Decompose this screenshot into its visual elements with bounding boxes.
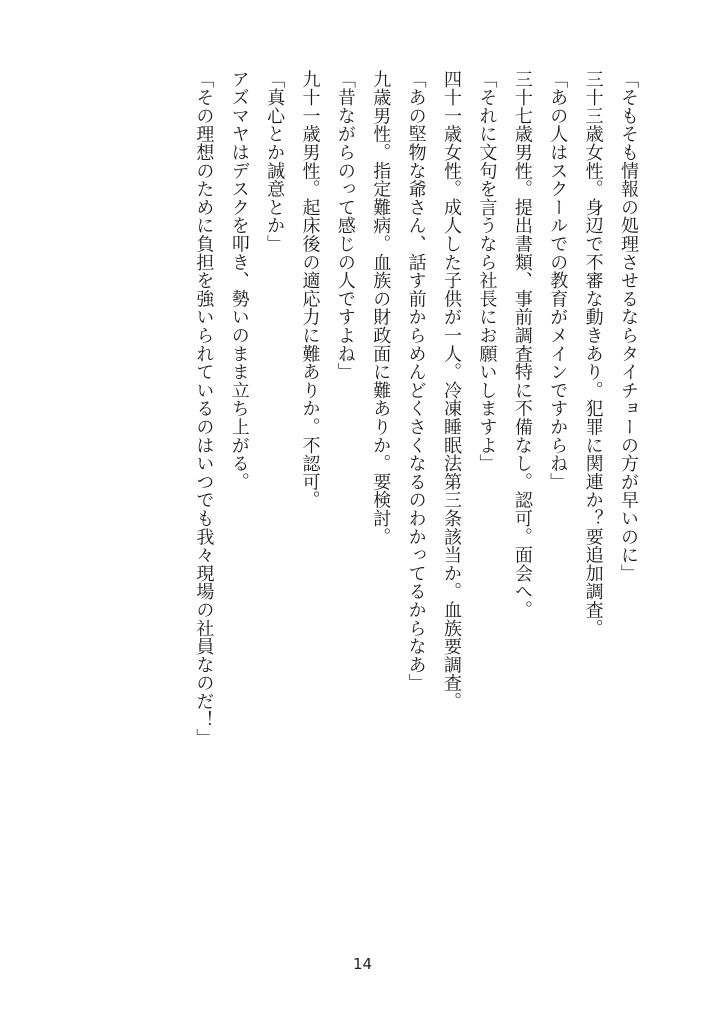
text-line: 九十一歳男性。起床後の適応力に難ありか。不認可。 [299,70,321,510]
text-line: 「あの人はスクールでの教育がメインですからね」 [547,70,569,491]
text-line: アズマヤはデスクを叩き、勢いのまま立ち上がる。 [228,70,250,491]
vertical-text-block [192,70,639,748]
text-line: 三十七歳男性。提出書類、事前調査特に不備なし。認可。面会へ。 [511,70,533,619]
text-line: 四十一歳女性。成人した子供が一人。冷凍睡眠法第三条該当か。血族要調査。 [441,70,463,711]
text-line: 九歳男性。指定難病。血族の財政面に難ありか。要検討。 [370,70,392,546]
text-line: 「それに文句を言うなら社長にお願いしますよ」 [476,70,498,473]
text-line: 「その理想のために負担を強いられているのはいつでも我々現場の社員なのだ！」 [193,70,215,748]
page-number: 14 [352,955,373,973]
text-line: 三十三歳女性。身辺で不審な動きあり。犯罪に関連か？要追加調査。 [582,70,604,638]
text-line: 「あの堅物な爺さん、話す前からめんどくさくなるのわかってるからなあ」 [405,70,427,693]
text-line: 「真心とか誠意とか」 [264,70,286,253]
text-line: 「昔ながらのって感じの人ですよね」 [334,70,356,382]
text-line: 「そもそも情報の処理させるならタイチョーの方が早いのに」 [618,70,639,583]
